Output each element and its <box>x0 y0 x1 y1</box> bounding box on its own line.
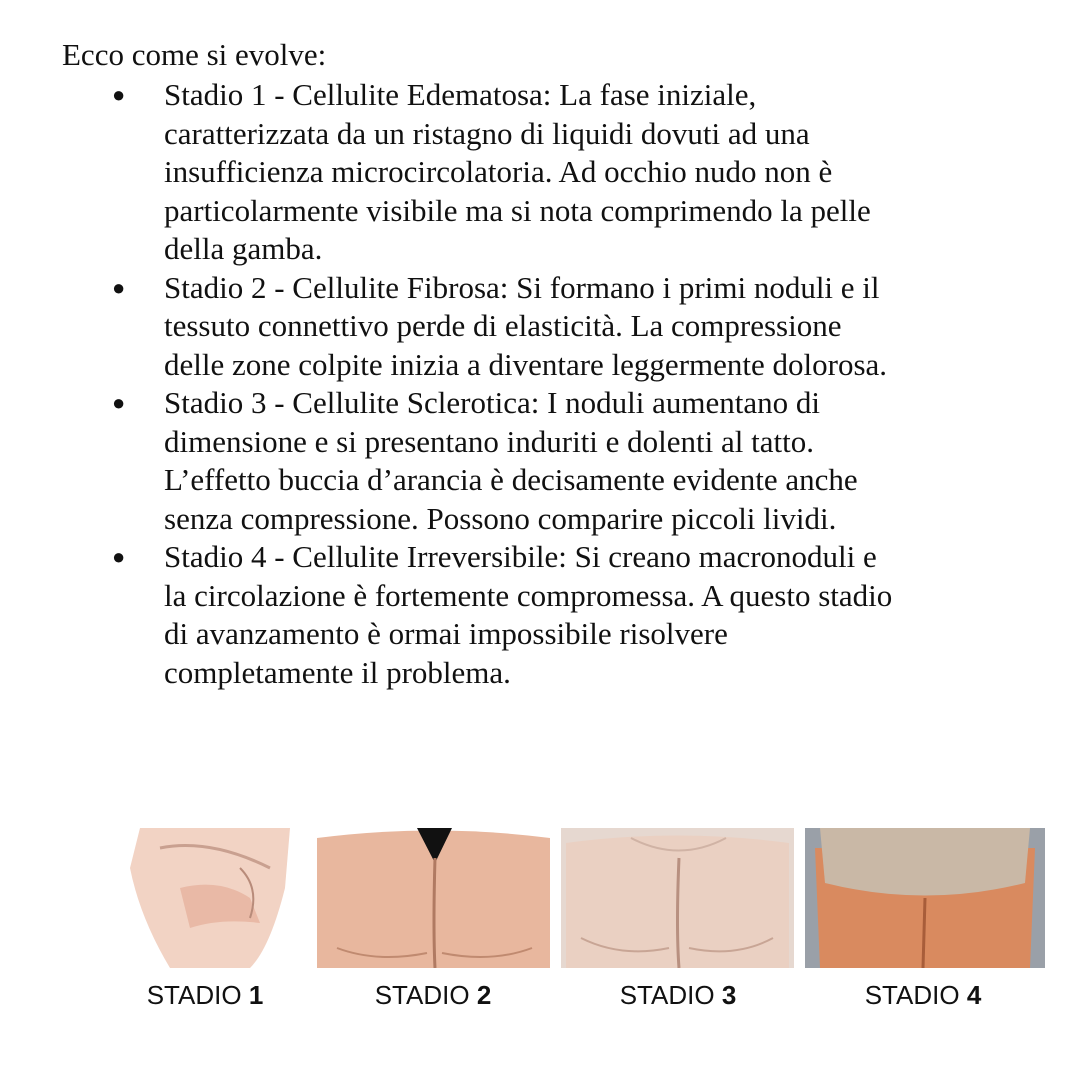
stage-line: Stadio 2 - Cellulite Fibrosa: Si formano i primi noduli e il <box>164 269 880 305</box>
stage-line: della gamba. <box>164 231 323 266</box>
list-item <box>100 76 1055 269</box>
stage-photos <box>100 828 1045 968</box>
stage-4-photo <box>805 828 1045 968</box>
stage-label-word: STADIO <box>146 980 242 1010</box>
stage-label <box>558 980 798 1011</box>
list-item <box>100 384 1055 538</box>
list-item <box>100 269 1055 385</box>
stage-line: completamente il problema. <box>164 654 511 690</box>
stage-line: la circolazione è fortemente compromessa. A questo stadio <box>164 577 893 613</box>
stages-list <box>100 76 1055 692</box>
list-item <box>100 538 1055 692</box>
stage-label <box>803 980 1043 1011</box>
stage-line: senza compressione. Possono comparire piccoli lividi. <box>164 500 837 536</box>
stage-label-word: STADIO <box>619 980 715 1010</box>
stage-line: dimensione e si presentano induriti e dolenti al tatto. <box>164 423 814 459</box>
stage-label <box>313 980 553 1011</box>
stage-label-word: STADIO <box>374 980 470 1010</box>
stage-label-number: 1 <box>248 980 264 1010</box>
stage-label <box>85 980 325 1011</box>
stage-line: particolarmente visibile ma si nota comprimendo la pelle <box>164 192 871 228</box>
bullet-icon: ● <box>112 274 126 300</box>
stage-label-number: 2 <box>476 980 492 1010</box>
stage-labels <box>100 980 1045 1020</box>
intro-text: Ecco come si evolve: <box>62 37 327 72</box>
stage-line: insufficienza microcircolatoria. Ad occhio nudo non è <box>164 154 833 189</box>
stage-label-number: 3 <box>721 980 737 1010</box>
bullet-icon: ● <box>112 82 126 107</box>
stage-line: L’effetto buccia d’arancia è decisamente evidente anche <box>164 462 858 497</box>
stage-3-photo <box>561 828 794 968</box>
stage-line: Stadio 4 - Cellulite Irreversibile: Si creano macronoduli e <box>164 539 877 574</box>
stage-label-word: STADIO <box>864 980 960 1010</box>
stage-line: caratterizzata da un ristagno di liquidi dovuti ad una <box>164 115 810 151</box>
stage-label-number: 4 <box>966 980 982 1010</box>
stage-1-photo <box>100 828 310 968</box>
stage-line: delle zone colpite inizia a diventare leggermente dolorosa. <box>164 346 888 382</box>
stage-2-photo <box>317 828 550 968</box>
stage-line: tessuto connettivo perde di elasticità. La compressione <box>164 308 842 343</box>
bullet-icon: ● <box>112 544 126 569</box>
stage-line: di avanzamento è ormai impossibile risolvere <box>164 616 728 651</box>
stage-line: Stadio 3 - Cellulite Sclerotica: I noduli aumentano di <box>164 385 821 420</box>
bullet-icon: ● <box>112 390 126 415</box>
stage-line: Stadio 1 - Cellulite Edematosa: La fase iniziale, <box>164 77 757 112</box>
